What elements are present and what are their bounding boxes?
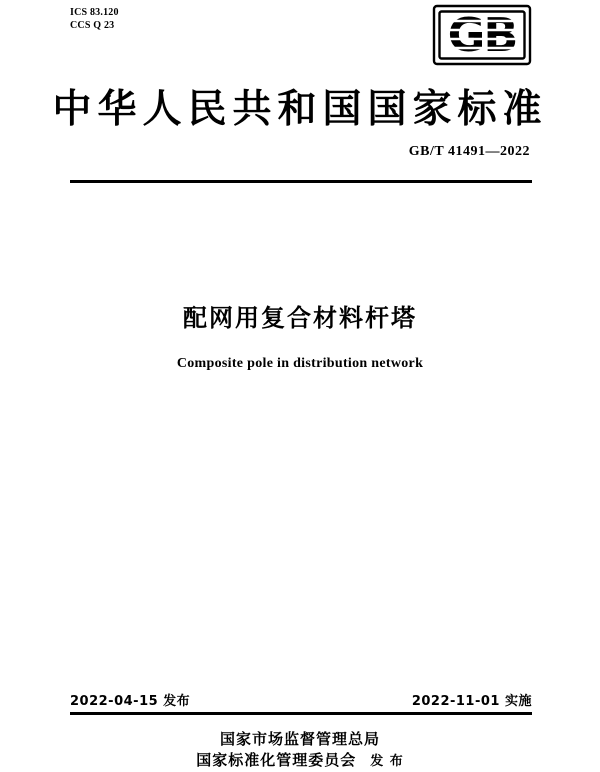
document-title-cn: 配网用复合材料杆塔 [183, 304, 417, 332]
issuer-line-1: 国家市场监督管理总局 [219, 730, 380, 748]
document-title-en: Composite pole in distribution network [176, 356, 424, 371]
classification-meta [70, 6, 119, 32]
issuer-block [0, 729, 600, 772]
issuer-line-2-text: 国家标准化管理委员会 [196, 751, 357, 769]
publish-word: 发 布 [370, 754, 404, 769]
svg-text:GB: GB [447, 8, 517, 62]
page-title: 中华人民共和国国家标准 [52, 87, 548, 132]
gb-emblem-icon [432, 4, 532, 66]
divider-bottom [70, 712, 532, 715]
divider-top [70, 180, 532, 183]
standard-number: GB/T 41491—2022 [408, 144, 530, 159]
ics-code: ICS 83.120 [70, 7, 119, 18]
ccs-code: CCS Q 23 [70, 20, 115, 31]
implementation-date: 2022-11-01 实施 [411, 694, 532, 709]
issue-date: 2022-04-15 发布 [70, 694, 191, 709]
